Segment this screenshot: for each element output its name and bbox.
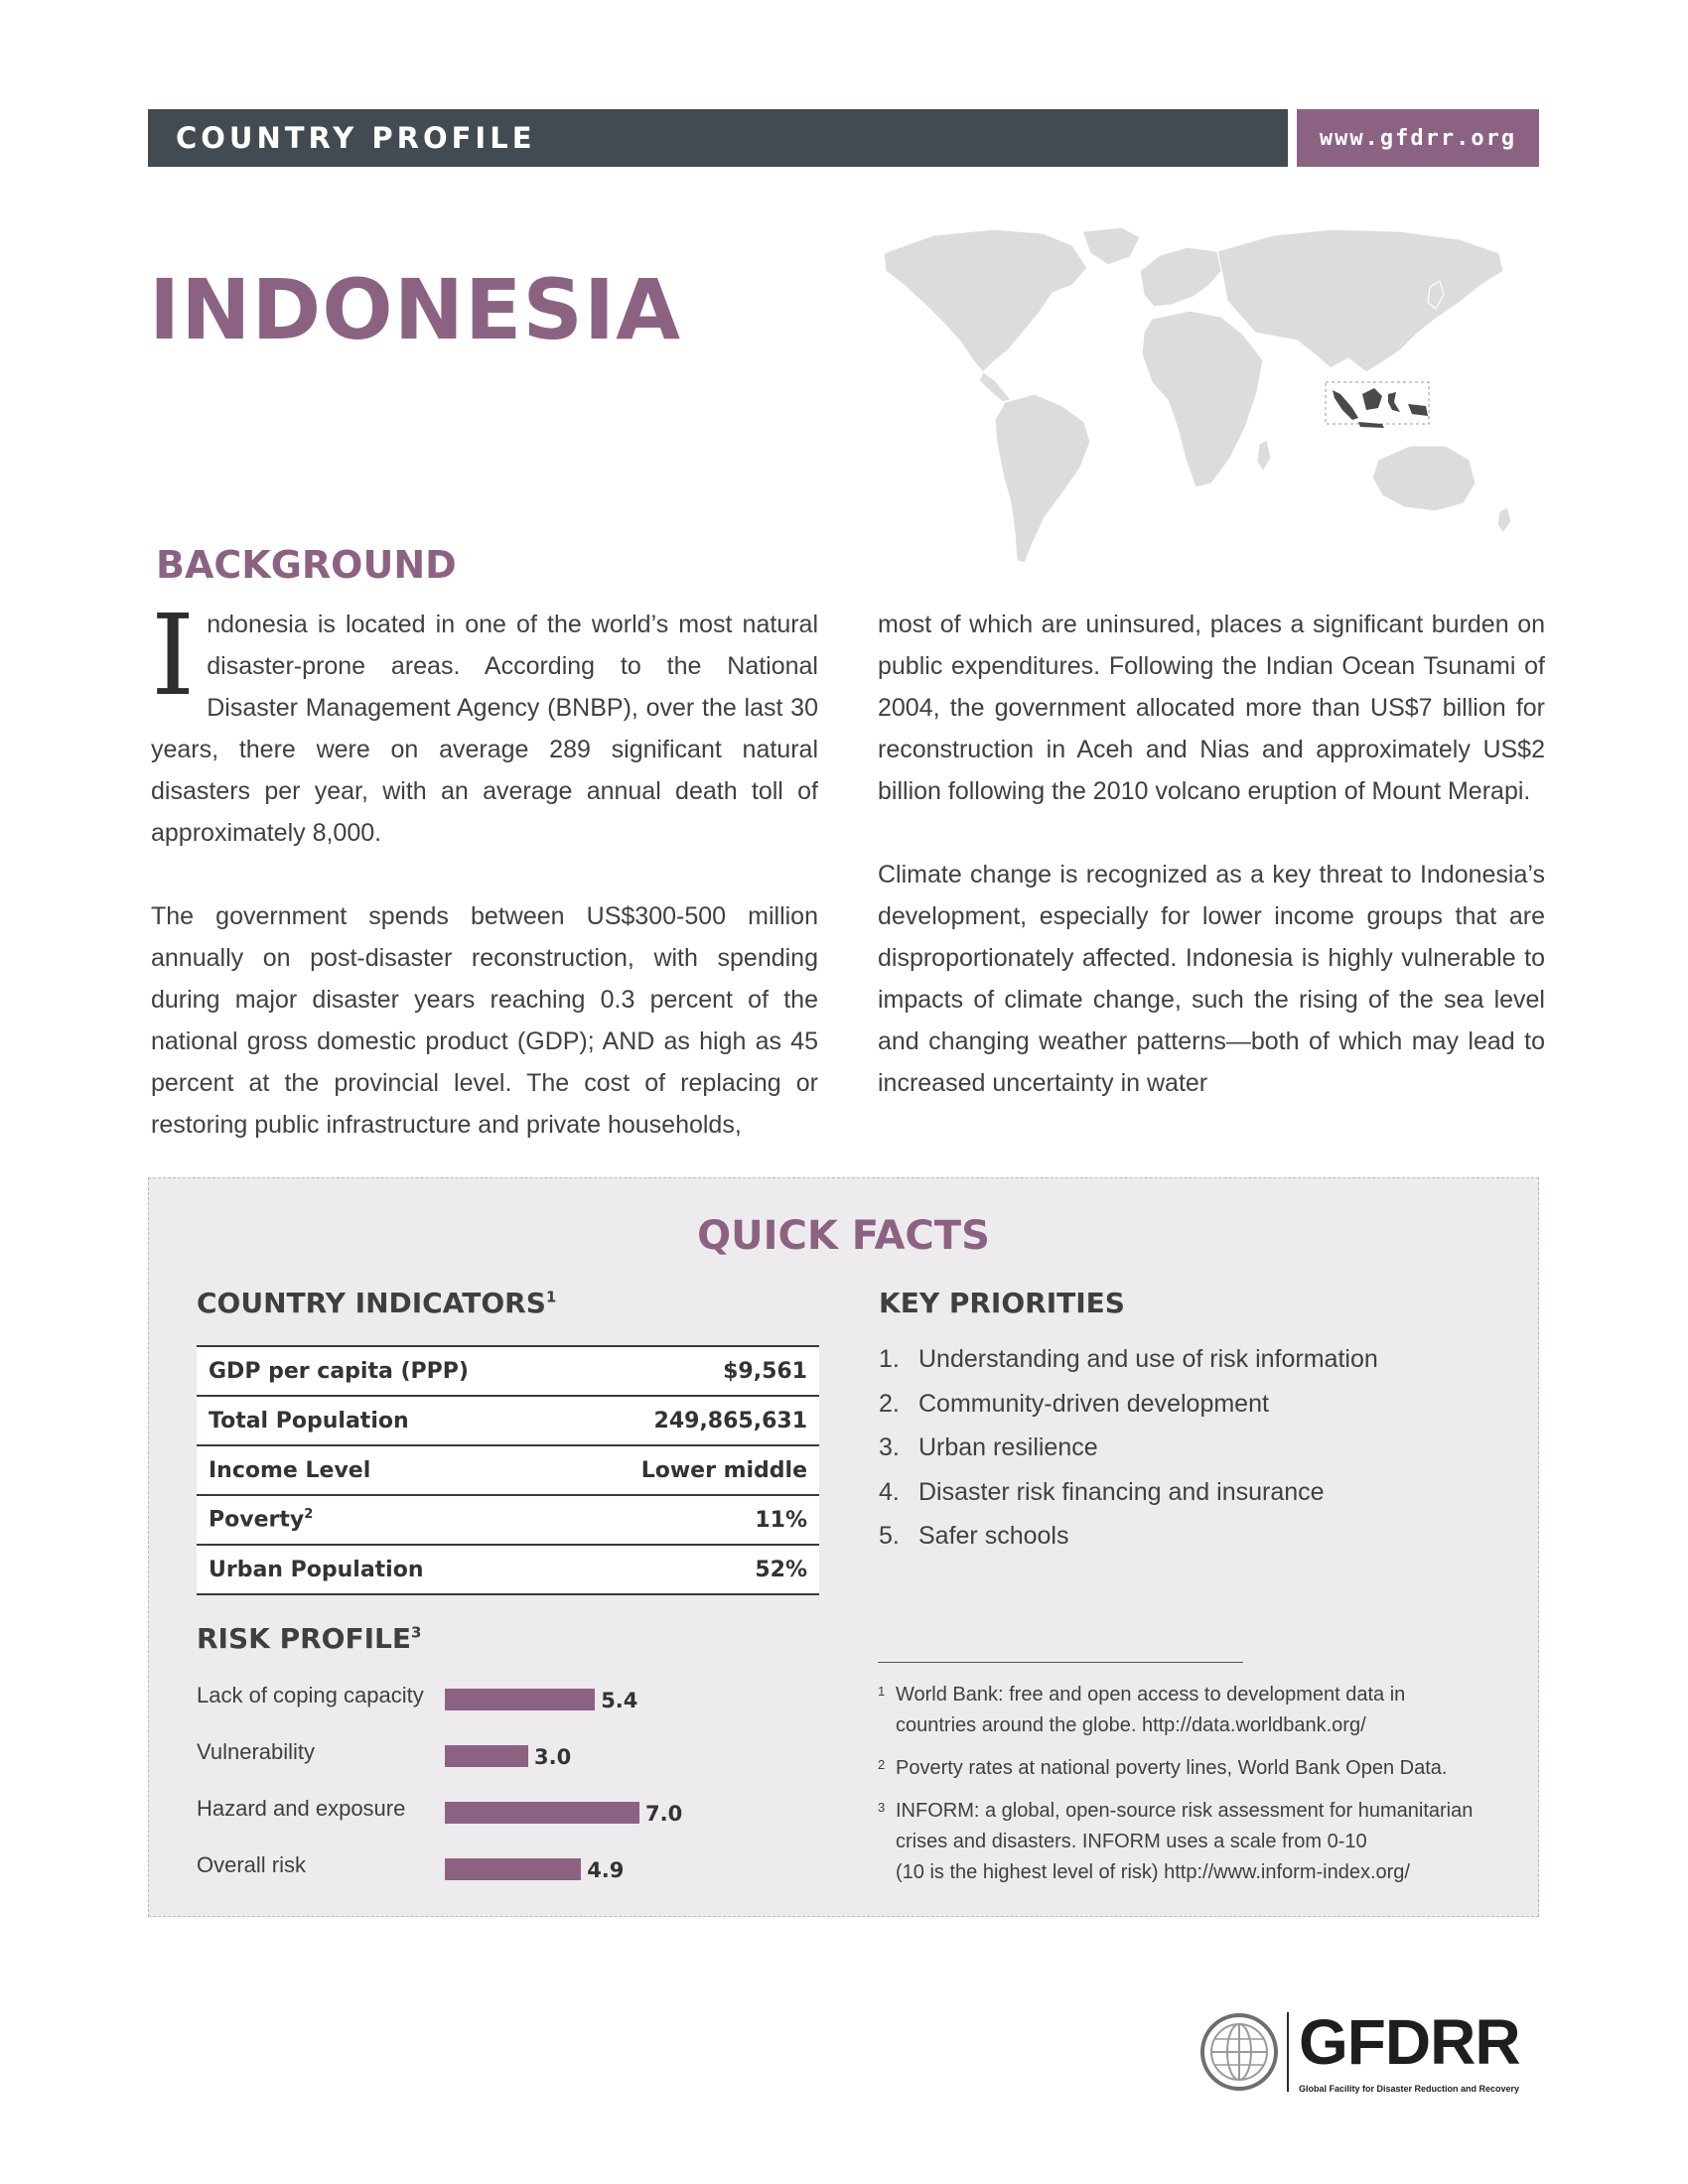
globe-icon [1199,2012,1279,2092]
risk-label: Lack of coping capacity [197,1683,424,1707]
risk-label: Hazard and exposure [197,1796,406,1821]
logo-tagline: Global Facility for Disaster Reduction and Recovery [1299,2084,1520,2094]
country-indicators-table [197,1345,819,1595]
footnote-2 [878,1753,1513,1784]
footnote-line: INFORM: a global, open-source risk assessment for humanitarian [896,1800,1474,1822]
footnote-3 [878,1796,1513,1888]
list-text: Disaster risk financing and insurance [918,1477,1325,1506]
footnote-ref: 1 [545,1288,557,1306]
risk-value: 3.0 [534,1745,572,1769]
map-africa [1142,311,1263,487]
footnote-line: Poverty rates at national poverty lines, World Bank Open Data. [896,1757,1448,1779]
list-text: Safer schools [918,1522,1069,1550]
footnote-line: (10 is the highest level of risk) http://www.inform-index.org/ [896,1861,1410,1883]
map-south-america [995,394,1090,563]
background-paragraph-4: Climate change is recognized as a key threat to Indonesia’s development, especially for lower income groups that are disproportionately affected. Indonesia is highly vulnerable to impacts of climate change, such the rising of the sea level and changing weather patterns—both of which may lead to increased uncertainty in water [878,861,1545,1097]
map-papua [1408,404,1428,416]
website-url[interactable]: www.gfdrr.org [1319,126,1517,151]
list-text: Urban resilience [918,1433,1098,1461]
map-madagascar [1257,440,1271,472]
table-row [197,1346,819,1396]
list-number: 5. [879,1522,900,1550]
header-label: COUNTRY PROFILE [176,121,536,155]
map-australia [1372,446,1476,511]
map-asia [1217,229,1503,372]
footnote-ref: 3 [411,1623,422,1642]
indicator-label [197,1346,570,1396]
indicator-label [197,1445,570,1495]
list-item [879,1337,1378,1382]
map-sulawesi [1388,392,1400,412]
footnote-line: World Bank: free and open access to development data in [896,1684,1406,1706]
logo-divider [1287,2012,1289,2092]
risk-bar [445,1745,528,1767]
list-item [879,1514,1378,1559]
indicator-label-text: Total Population [209,1408,409,1433]
map-new-zealand [1497,507,1511,533]
list-number: 3. [879,1433,900,1461]
background-heading: BACKGROUND [156,543,457,587]
footnote-number: 1 [878,1684,886,1699]
indicator-label-text: Poverty [209,1507,305,1533]
map-greenland [1082,227,1140,265]
table-row [197,1396,819,1445]
footnote-ref: 2 [304,1507,314,1523]
footnote-line: countries around the globe. http://data.worldbank.org/ [896,1714,1366,1736]
map-north-america [884,229,1087,372]
footnote-number: 2 [878,1757,886,1772]
map-borneo [1362,388,1382,410]
list-item [879,1382,1378,1427]
page-title: INDONESIA [149,261,682,358]
footnotes [878,1680,1513,1900]
footnote-divider [878,1662,1243,1663]
table-row [197,1545,819,1594]
risk-value: 4.9 [587,1858,625,1882]
risk-profile-heading [197,1622,422,1655]
list-item [879,1470,1378,1515]
risk-label: Overall risk [197,1852,307,1877]
footnote-1 [878,1680,1513,1741]
map-europe [1140,247,1223,307]
risk-value: 7.0 [645,1802,683,1826]
list-text: Community-driven development [918,1389,1269,1418]
indicator-label-text: Income Level [209,1457,371,1483]
quick-facts-heading: QUICK FACTS [697,1213,990,1259]
logo-wordmark: GFDRR [1299,2006,1520,2078]
risk-bar [445,1802,639,1824]
header-bar [148,109,1288,167]
list-text: Understanding and use of risk information [918,1345,1378,1373]
background-column-1 [151,592,818,1187]
drop-cap: I [151,592,196,721]
risk-bar [445,1689,595,1710]
indicator-label [197,1396,570,1445]
quick-facts-panel [148,1177,1539,1917]
indicator-label [197,1545,570,1594]
table-row [197,1495,819,1545]
indicator-value: $9,561 [570,1346,819,1396]
key-priorities-list [879,1337,1378,1559]
website-link[interactable] [1297,109,1539,167]
risk-bar [445,1858,581,1880]
risk-label: Vulnerability [197,1739,316,1764]
country-indicators-heading [197,1287,557,1319]
indicator-label-text: Urban Population [209,1557,424,1582]
indicator-value: 249,865,631 [570,1396,819,1445]
background-paragraph-2: The government spends between US$300-500 million annually on post-disaster reconstruction, with spending during major disaster years reaching 0.3 percent of the national gross domestic product (GDP); AND as high as 45 percent at the provincial level. The cost of replacing or restoring public infrastructure and private households, [151,902,818,1139]
list-item [879,1426,1378,1470]
list-number: 2. [879,1389,900,1418]
map-central-america [979,372,1011,402]
list-number: 4. [879,1477,900,1506]
key-priorities-heading: KEY PRIORITIES [879,1287,1125,1319]
list-number: 1. [879,1345,900,1373]
risk-value: 5.4 [601,1689,638,1712]
country-indicators-heading-text: COUNTRY INDICATORS [197,1287,546,1319]
background-paragraph-3: most of which are uninsured, places a significant burden on public expenditures. Following the Indian Ocean Tsunami of 2004, the government allocated more than US$7 billion for reconstruction in Aceh and Nias and approximately US$2 billion following the 2010 volcano eruption of Mount Merapi. [878,611,1545,805]
indicator-label-text: GDP per capita (PPP) [209,1358,469,1384]
footnote-number: 3 [878,1800,886,1815]
indicator-label [197,1495,570,1545]
footnote-line: crises and disasters. INFORM uses a scale from 0-10 [896,1831,1367,1852]
gfdrr-logo [1199,2006,1547,2105]
indicator-value: 52% [570,1545,819,1594]
indicator-value: Lower middle [570,1445,819,1495]
map-java [1358,422,1384,428]
paragraph-text: ndonesia is located in one of the world’s most natural disaster-prone areas. According to the National Disaster Management Agency (BNBP), over the last 30 years, there were on average 289 significant natural disasters per year, with an average annual death toll of approximately 8,000. [151,611,818,847]
world-map [874,223,1549,591]
indicator-value: 11% [570,1495,819,1545]
table-row [197,1445,819,1495]
map-sumatra [1333,390,1358,420]
background-column-2 [878,604,1545,1146]
background-paragraph-1 [151,592,818,854]
risk-profile-heading-text: RISK PROFILE [197,1622,411,1655]
